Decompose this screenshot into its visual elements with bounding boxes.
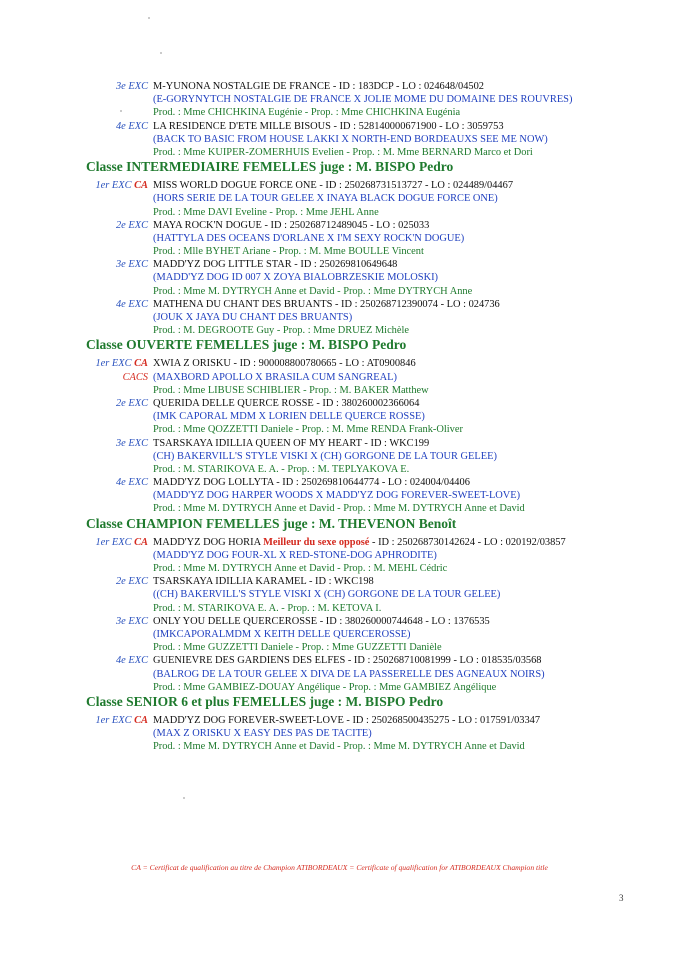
- rank-label: [84, 476, 148, 489]
- rank-text: 1er EXC: [95, 358, 132, 370]
- ca-badge: CA: [134, 180, 148, 192]
- rank-text: 1er EXC: [95, 536, 132, 548]
- pedigree-text: (IMK CAPORAL MDM X LORIEN DELLE QUERCE ROSSE): [153, 411, 425, 423]
- breeder-owner-line: Prod. : Mme M. DYTRYCH Anne et David - Prop. : M. MEHL Cédric: [153, 563, 448, 574]
- scan-speck: [160, 52, 162, 54]
- dog-name-id: MADD'YZ DOG LITTLE STAR - ID : 250269810649648: [153, 259, 398, 271]
- award-label: Meilleur du sexe opposé: [263, 536, 370, 548]
- pedigree-line: [0, 450, 679, 463]
- pedigree-line: [0, 93, 679, 106]
- class-title: Classe SENIOR 6 et plus FEMELLES juge : M. BISPO Pedro: [86, 693, 444, 709]
- rank-label: [84, 298, 148, 311]
- dog-info-line: [0, 575, 679, 588]
- rank-label: [84, 437, 148, 450]
- pedigree-text: (MADD'YZ DOG FOUR-XL X RED-STONE-DOG APHRODITE): [153, 549, 437, 561]
- pedigree-text: (MADD'YZ DOG ID 007 X ZOYA BIALOBRZESKIE MOLOSKI): [153, 272, 439, 284]
- rank-label: [84, 397, 148, 410]
- result-entry: [0, 298, 679, 338]
- rank-label: [84, 714, 148, 727]
- dog-name-id: QUERIDA DELLE QUERCE ROSSE - ID : 380260002366064: [153, 397, 420, 409]
- result-entry: [0, 397, 679, 437]
- class-section: [0, 159, 679, 337]
- breeder-owner-line: Prod. : Mme GUZZETTI Daniele - Prop. : Mme GUZZETTI Danièle: [153, 642, 442, 654]
- breeder-owner-line: Prod. : Mme M. DYTRYCH Anne et David - Prop. : Mme M. DYTRYCH Anne et David: [153, 741, 525, 753]
- breeder-owner-line: Prod. : Mme KUIPER-ZOMERHUIS Evelien - Prop. : M. Mme BERNARD Marco et Dori: [153, 146, 533, 158]
- result-entry: [0, 179, 679, 219]
- result-entry: [0, 575, 679, 615]
- pedigree-line: [0, 727, 679, 740]
- class-section: [0, 516, 679, 694]
- pedigree-text: (MADD'YZ DOG HARPER WOODS X MADD'YZ DOG FOREVER-SWEET-LOVE): [153, 490, 521, 502]
- dog-info-line: [0, 615, 679, 628]
- dog-info-line: [0, 714, 679, 727]
- page-number: 3: [619, 893, 624, 903]
- breeder-owner-line: Prod. : Mme M. DYTRYCH Anne et David - Prop. : Mme M. DYTRYCH Anne et David: [153, 503, 525, 515]
- dog-info-line: [0, 258, 679, 271]
- breeder-owner-line: Prod. : Mme DAVI Eveline - Prop. : Mme JEHL Anne: [153, 206, 379, 218]
- result-entry: [0, 258, 679, 298]
- result-entry: [0, 476, 679, 516]
- breeder-owner-line: Prod. : Mme M. DYTRYCH Anne et David - Prop. : Mme DYTRYCH Anne: [153, 285, 473, 297]
- result-entry: [0, 80, 679, 120]
- rank-label: [84, 120, 148, 133]
- dog-info-line: [0, 357, 679, 370]
- dog-name-id: XWIA Z ORISKU - ID : 900008800780665 - LO : AT0900846: [153, 358, 416, 370]
- breeder-owner-line: Prod. : Mlle BYHET Ariane - Prop. : M. Mme BOULLE Vincent: [153, 246, 424, 258]
- pedigree-line: [0, 192, 679, 205]
- results-list: [0, 80, 679, 753]
- pedigree-line: [0, 133, 679, 146]
- class-title: Classe CHAMPION FEMELLES juge : M. THEVENON Benoît: [86, 515, 457, 531]
- class-section: [0, 80, 679, 159]
- rank-text: 4e EXC: [115, 477, 148, 489]
- class-section: [0, 694, 679, 754]
- dog-info-line: [0, 476, 679, 489]
- rank-text: 3e EXC: [115, 437, 148, 449]
- pedigree-line: [0, 668, 679, 681]
- dog-name-id: MADD'YZ DOG LOLLYTA - ID : 250269810644774 - LO : 024004/04406: [153, 477, 470, 489]
- dog-name-id: MAYA ROCK'N DOGUE - ID : 250268712489045 - LO : 025033: [153, 219, 430, 231]
- rank-text: 4e EXC: [115, 655, 148, 667]
- result-entry: [0, 536, 679, 576]
- breeder-owner-line: Prod. : M. STARIKOVA E. A. - Prop. : M. TEPLYAKOVA E.: [153, 463, 410, 475]
- footer-note: CA = Certificat de qualification au titre de Champion ATIBORDEAUX = Certificate of qualification for ATIBORDEAUX Champion title: [131, 863, 548, 872]
- dog-info-line: [0, 397, 679, 410]
- dog-name-id: MISS WORLD DOGUE FORCE ONE - ID : 250268731513727 - LO : 024489/04467: [153, 180, 514, 192]
- pedigree-text: (JOUK X JAYA DU CHANT DES BRUANTS): [153, 312, 353, 323]
- dog-name-id: LA RESIDENCE D'ETE MILLE BISOUS - ID : 528140000671900 - LO : 3059753: [153, 120, 504, 132]
- pedigree-line: [0, 549, 679, 562]
- result-entry: [0, 219, 679, 259]
- dog-name-id: MADD'YZ DOG HORIA: [153, 536, 264, 548]
- breeder-owner-line: Prod. : Mme LIBUSE SCHIBLIER - Prop. : M. BAKER Matthew: [153, 384, 429, 396]
- dog-info-line: [0, 179, 679, 192]
- dog-info-line: [0, 80, 679, 93]
- result-entry: [0, 615, 679, 655]
- pedigree-text: ((CH) BAKERVILL'S STYLE VISKI X (CH) GORGONE DE LA TOUR GELEE): [153, 589, 501, 601]
- pedigree-text: (HATTYLA DES OCEANS D'ORLANE X I'M SEXY ROCK'N DOGUE): [153, 232, 465, 244]
- pedigree-line: [0, 232, 679, 245]
- result-entry: [0, 437, 679, 477]
- breeder-owner-line: Prod. : Mme CHICHKINA Eugénie - Prop. : Mme CHICHKINA Eugénia: [153, 107, 461, 119]
- ca-badge: CA: [134, 358, 148, 370]
- dog-name-id: MATHENA DU CHANT DES BRUANTS - ID : 250268712390074 - LO : 024736: [153, 298, 500, 310]
- scan-speck: [148, 17, 150, 19]
- rank-text: 2e EXC: [115, 576, 148, 588]
- dog-info-line: [0, 437, 679, 450]
- rank-text: 3e EXC: [115, 259, 148, 271]
- breeder-owner-line: Prod. : Mme QOZZETTI Daniele - Prop. : M. Mme RENDA Frank-Oliver: [153, 424, 463, 436]
- dog-info-line: [0, 654, 679, 667]
- pedigree-text: (MAX Z ORISKU X EASY DES PAS DE TACITE): [153, 728, 372, 740]
- pedigree-text: (HORS SERIE DE LA TOUR GELEE X INAYA BLACK DOGUE FORCE ONE): [153, 193, 498, 205]
- cacs-badge: CACS: [122, 371, 148, 383]
- rank-text: 1er EXC: [95, 714, 132, 726]
- dog-name-id: M-YUNONA NOSTALGIE DE FRANCE - ID : 183DCP - LO : 024648/04502: [153, 81, 484, 92]
- pedigree-text: (E-GORYNYTCH NOSTALGIE DE FRANCE X JOLIE MOME DU DOMAINE DES ROUVRES): [153, 94, 573, 106]
- dog-info-line: [0, 536, 679, 549]
- pedigree-line: [0, 628, 679, 641]
- rank-text: 1er EXC: [95, 180, 132, 192]
- breeder-owner-line: Prod. : Mme GAMBIEZ-DOUAY Angélique - Prop. : Mme GAMBIEZ Angélique: [153, 681, 497, 693]
- ca-badge: CA: [134, 536, 148, 548]
- class-title: Classe OUVERTE FEMELLES juge : M. BISPO Pedro: [86, 337, 407, 353]
- dog-name-id: ONLY YOU DELLE QUERCEROSSE - ID : 380260000744648 - LO : 1376535: [153, 615, 490, 627]
- rank-label: [84, 654, 148, 667]
- class-title: Classe INTERMEDIAIRE FEMELLES juge : M. BISPO Pedro: [86, 159, 454, 175]
- pedigree-line: [0, 311, 679, 324]
- result-entry: [0, 654, 679, 694]
- rank-label: [84, 615, 148, 628]
- rank-text: 4e EXC: [115, 298, 148, 310]
- pedigree-text: (BALROG DE LA TOUR GELEE X DIVA DE LA PASSERELLE DES AGNEAUX NOIRS): [153, 668, 545, 680]
- ca-badge: CA: [134, 714, 148, 726]
- breeder-owner-line: Prod. : M. DEGROOTE Guy - Prop. : Mme DRUEZ Michèle: [153, 325, 409, 337]
- dog-name-id: GUENIEVRE DES GARDIENS DES ELFES - ID : 250268710081999 - LO : 018535/03568: [153, 655, 542, 667]
- dog-name-id: TSARSKAYA IDILLIA QUEEN OF MY HEART - ID : WKC199: [153, 437, 430, 449]
- dog-name-id: TSARSKAYA IDILLIA KARAMEL - ID : WKC198: [153, 576, 374, 588]
- class-section: [0, 337, 679, 515]
- pedigree-line: [0, 588, 679, 601]
- dog-info-line: [0, 120, 679, 133]
- rank-label: [84, 219, 148, 232]
- rank-text: 4e EXC: [115, 120, 148, 132]
- rank-label: [84, 536, 148, 549]
- rank-text: 3e EXC: [115, 615, 148, 627]
- pedigree-line: [0, 371, 679, 384]
- dog-info-line: [0, 219, 679, 232]
- pedigree-line: [0, 410, 679, 423]
- rank-label: [84, 575, 148, 588]
- pedigree-line: [0, 489, 679, 502]
- rank-label: [84, 258, 148, 271]
- rank-text: 3e EXC: [115, 81, 148, 92]
- rank-text: 2e EXC: [115, 397, 148, 409]
- breeder-owner-line: Prod. : M. STARIKOVA E. A. - Prop. : M. KETOVA I.: [153, 602, 382, 614]
- scan-speck: [183, 797, 185, 799]
- rank-label: [84, 357, 148, 370]
- rank-label: [84, 80, 148, 93]
- rank-text: 2e EXC: [115, 219, 148, 231]
- pedigree-line: [0, 271, 679, 284]
- dog-id-lo: - ID : 250268730142624 - LO : 020192/03857: [369, 536, 566, 548]
- rank-label: [84, 179, 148, 192]
- result-entry: [0, 120, 679, 160]
- pedigree-text: (CH) BAKERVILL'S STYLE VISKI X (CH) GORGONE DE LA TOUR GELEE): [153, 450, 497, 462]
- dog-info-line: [0, 298, 679, 311]
- pedigree-text: (MAXBORD APOLLO X BRASILA CUM SANGREAL): [153, 371, 397, 383]
- dog-name-id: MADD'YZ DOG FOREVER-SWEET-LOVE - ID : 250268500435275 - LO : 017591/03347: [153, 714, 541, 726]
- result-entry: [0, 357, 679, 397]
- pedigree-text: (BACK TO BASIC FROM HOUSE LAKKI X NORTH-END BORDEAUXS SEE ME NOW): [153, 133, 548, 145]
- pedigree-text: (IMKCAPORALMDM X KEITH DELLE QUERCEROSSE): [153, 628, 411, 640]
- result-entry: [0, 714, 679, 754]
